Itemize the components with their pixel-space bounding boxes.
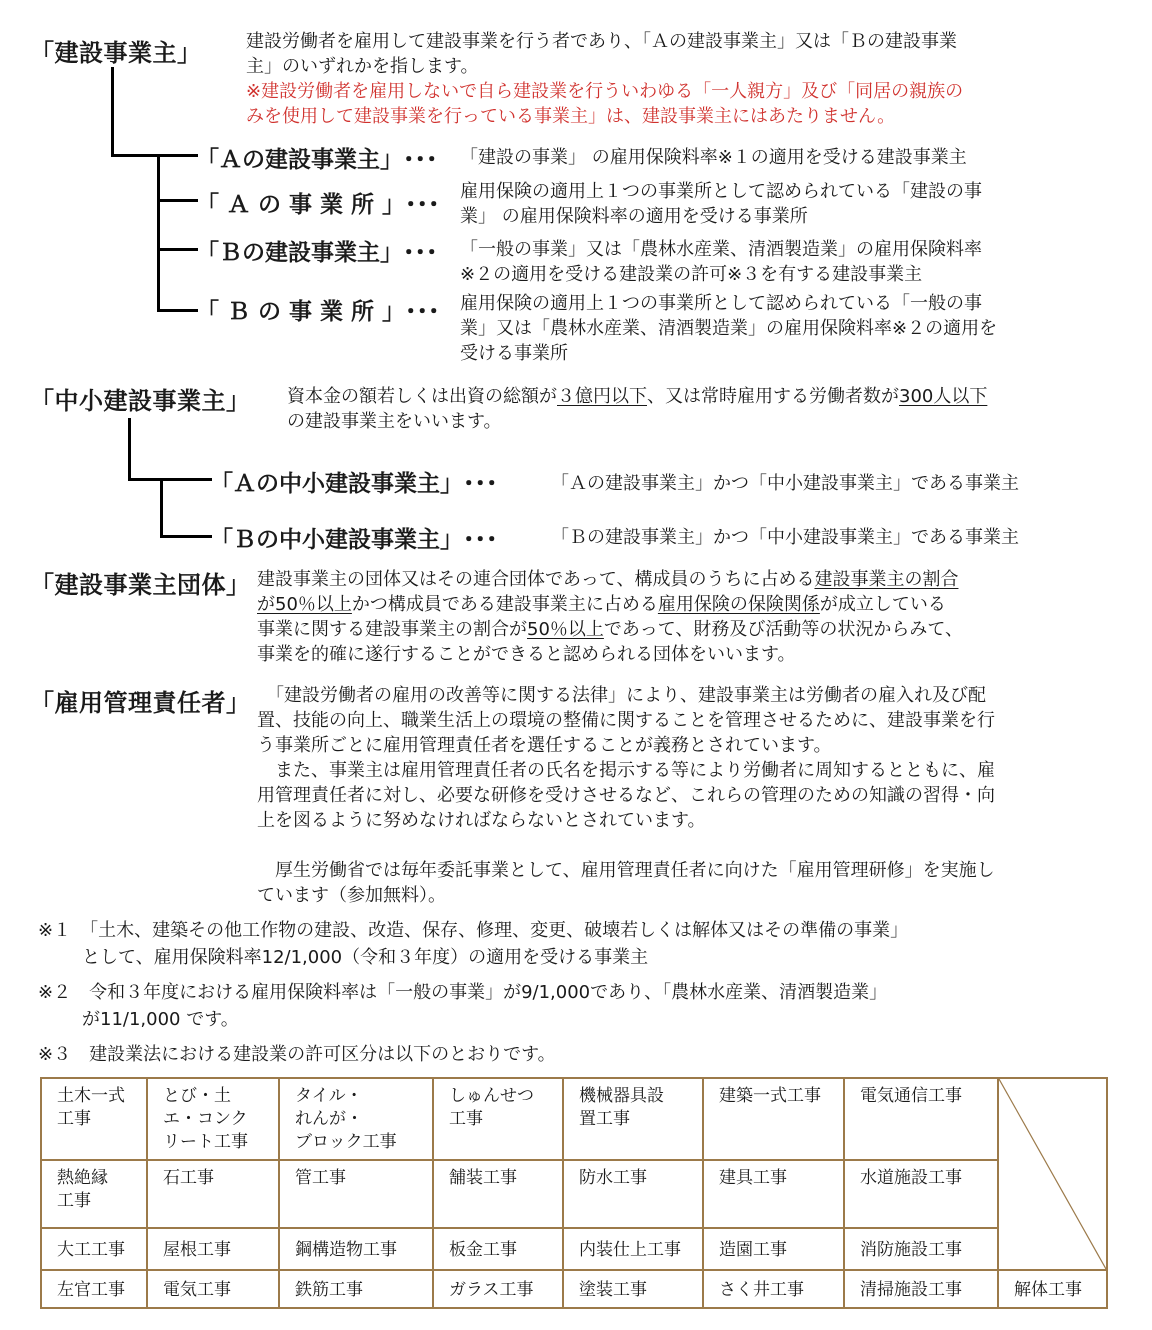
- cell-text-line: 熱絶縁: [57, 1168, 108, 1188]
- desc-text: 、又は常時雇用する労働者数が: [647, 386, 899, 407]
- desc-line: 事業を的確に遂行することができると認められる団体をいいます。: [257, 644, 796, 665]
- warning-note: ※建設労働者を雇用しないで自ら建設業を行ういわゆる「一人親方」及び「同居の親族の: [246, 81, 964, 102]
- cell-text-line: 消防施設工事: [860, 1239, 962, 1260]
- tree-line: [157, 154, 160, 311]
- table-cell: [147, 1078, 279, 1160]
- desc-text: かつ構成員である建設事業主に占める: [351, 594, 658, 615]
- cell-text-line: 機械器具設: [579, 1086, 664, 1106]
- desc-line: ※２の適用を受ける建設業の許可※３を有する建設事業主: [460, 264, 923, 285]
- table-row: [41, 1160, 1107, 1228]
- cell-text-line: さく井工事: [719, 1279, 804, 1300]
- desc-chusho-kensetsu-jigyonushi: [287, 384, 1127, 434]
- desc-line: 厚生労働省では毎年委託事業として、雇用管理責任者に向けた「雇用管理研修」を実施し: [257, 860, 995, 881]
- footnote-line: ※１ 「土木、建築その他工作物の建設、改造、保存、修理、変更、破壊若しくは解体又はその準備の事業」: [38, 920, 909, 941]
- table-cell: [279, 1078, 433, 1160]
- table-cell: [844, 1228, 998, 1270]
- desc-line: [257, 592, 1127, 617]
- cell-text-line: 左官工事: [57, 1279, 125, 1300]
- desc-line: う事業所ごとに雇用管理責任者を選任することが義務とされています。: [257, 735, 832, 756]
- table-cell: [433, 1078, 563, 1160]
- footnote-1: [38, 917, 908, 971]
- term-a-chusho: 「Ａの中小建設事業主」･･･: [210, 471, 498, 497]
- cell-text-line: エ・コンク: [163, 1109, 248, 1129]
- underlined-term: 300人以下: [899, 386, 988, 407]
- desc-text: 資本金の額若しくは出資の総額が: [287, 386, 557, 407]
- table-cell: [703, 1078, 844, 1160]
- table-row: [41, 1270, 1107, 1308]
- desc-line: 雇用保険の適用上１つの事業所として認められている「一般の事: [460, 293, 982, 314]
- desc-text: 事業に関する建設事業主の割合が: [257, 619, 527, 640]
- table-cell: [563, 1228, 703, 1270]
- desc-b-chusho: 「Ｂの建設事業主」かつ「中小建設事業主」である事業主: [551, 527, 1019, 548]
- term-kensetsu-jigyonushi: 「建設事業主」: [30, 39, 202, 67]
- tree-line: [157, 248, 198, 251]
- cell-text-line: しゅんせつ: [449, 1086, 534, 1106]
- table-cell: [279, 1160, 433, 1228]
- cell-text-line: 工事: [449, 1109, 483, 1129]
- desc-text: が成立している: [819, 594, 946, 615]
- desc-line: 業」 の雇用保険料率の適用を受ける事業所: [460, 206, 808, 227]
- footnote-3: ※３ 建設業法における建設業の許可区分は以下のとおりです。: [38, 1044, 556, 1065]
- desc-text: であって、財務及び活動等の状況からみて、: [603, 619, 964, 640]
- cell-text-line: 屋根工事: [163, 1239, 231, 1260]
- table-cell: [844, 1160, 998, 1228]
- desc-line: 「一般の事業」又は「農林水産業、清酒製造業」の雇用保険料率: [460, 239, 982, 260]
- footnote-line: として、雇用保険料率12/1,000（令和３年度）の適用を受ける事業主: [64, 947, 649, 968]
- table-cell: [563, 1160, 703, 1228]
- table-cell: [433, 1160, 563, 1228]
- desc-a-kensetsu-jigyonushi: [460, 145, 1120, 170]
- underlined-term: ３億円以下: [557, 386, 647, 407]
- cell-text-line: ブロック工事: [295, 1132, 397, 1152]
- diagonal-line: [999, 1079, 1106, 1269]
- warning-note: みを使用して建設事業を行っている事業主」は、建設事業主にはあたりません。: [246, 106, 896, 127]
- desc-kensetsu-jigyonushi: [246, 29, 1126, 129]
- desc-line: 主」のいずれかを指します。: [246, 56, 479, 77]
- footnote-line: ※２ 令和３年度における雇用保険料率は「一般の事業」が9/1,000であり、「農林水産業、清酒製造業」: [38, 982, 888, 1003]
- underlined-term: が50％以上: [257, 594, 352, 615]
- cell-text-line: 清掃施設工事: [860, 1279, 962, 1300]
- tree-line: [128, 478, 212, 481]
- desc-b-jigyosho: [460, 291, 1120, 366]
- tree-line: [157, 199, 198, 202]
- cell-text-line: 工事: [57, 1191, 91, 1211]
- cell-text-line: 管工事: [295, 1168, 346, 1188]
- cell-text-line: 建具工事: [719, 1168, 787, 1188]
- desc-line: [287, 384, 1127, 409]
- desc-b-kensetsu-jigyonushi: [460, 237, 1120, 287]
- table-cell: [279, 1228, 433, 1270]
- cell-text-line: 石工事: [163, 1168, 214, 1188]
- tree-line: [111, 67, 114, 156]
- cell-text-line: 土木一式: [57, 1086, 125, 1106]
- footnote-line: が11/1,000 です。: [64, 1009, 239, 1030]
- cell-text-line: 舗装工事: [449, 1168, 517, 1188]
- desc-line: 「建設の事業」 の雇用保険料率※１の適用を受ける建設事業主: [460, 147, 967, 168]
- table-cell: [41, 1078, 147, 1160]
- permit-category-table: [40, 1077, 1108, 1309]
- desc-line: [257, 567, 1127, 592]
- desc-line: また、事業主は雇用管理責任者の氏名を掲示する等により労働者に周知するとともに、雇: [257, 760, 995, 781]
- desc-line: [257, 833, 1127, 858]
- desc-line: [257, 617, 1127, 642]
- cell-text-line: 造園工事: [719, 1239, 787, 1260]
- tree-line: [128, 418, 131, 480]
- desc-line: 「建設労働者の雇用の改善等に関する法律」により、建設事業主は労働者の雇入れ及び配: [257, 685, 986, 706]
- underlined-term: 建設事業主の割合: [814, 569, 959, 590]
- table-cell: [41, 1228, 147, 1270]
- table-cell: [147, 1160, 279, 1228]
- table-cell: [844, 1270, 998, 1308]
- table-cell: [147, 1228, 279, 1270]
- table-row: [41, 1228, 1107, 1270]
- cell-text-line: ガラス工事: [449, 1279, 534, 1300]
- desc-a-jigyosho: [460, 179, 1120, 229]
- tree-line: [160, 478, 163, 538]
- cell-text-line: 解体工事: [1014, 1279, 1082, 1300]
- desc-line: 建設労働者を雇用して建設事業を行う者であり、「Ａの建設事業主」又は「Ｂの建設事業: [246, 31, 957, 52]
- cell-text-line: とび・土: [163, 1086, 231, 1106]
- table-cell: [279, 1270, 433, 1308]
- desc-line: の建設事業主をいいます。: [287, 411, 502, 432]
- cell-text-line: 内装仕上工事: [579, 1239, 681, 1260]
- table-cell: [998, 1270, 1107, 1308]
- empty-diagonal-cell: [998, 1078, 1107, 1270]
- cell-text-line: 板金工事: [449, 1239, 517, 1260]
- table-cell: [433, 1228, 563, 1270]
- cell-text-line: 塗装工事: [579, 1279, 647, 1300]
- desc-text: 建設事業主の団体又はその連合団体であって、構成員のうちに占める: [257, 569, 815, 590]
- table-cell: [703, 1228, 844, 1270]
- cell-text-line: 水道施設工事: [860, 1168, 962, 1188]
- cell-text-line: 電気通信工事: [860, 1086, 962, 1106]
- table-cell: [41, 1160, 147, 1228]
- cell-text-line: リート工事: [163, 1132, 248, 1152]
- desc-kensetsu-jigyonushi-dantai: [257, 567, 1127, 667]
- term-b-kensetsu-jigyonushi: 「Ｂの建設事業主」･･･: [196, 240, 438, 266]
- term-b-jigyosho: 「 Ｂ の 事 業 所 」･･･: [196, 299, 440, 325]
- cell-text-line: 電気工事: [163, 1279, 231, 1300]
- underlined-term: 雇用保険の保険関係: [657, 594, 820, 615]
- term-chusho-kensetsu-jigyonushi: 「中小建設事業主」: [30, 387, 251, 415]
- table-cell: [433, 1270, 563, 1308]
- cell-text-line: 建築一式工事: [719, 1086, 821, 1106]
- desc-line: 業」又は「農林水産業、清酒製造業」の雇用保険料率※２の適用を: [460, 318, 998, 339]
- term-koyo-kanri-sekininsha: 「雇用管理責任者」: [30, 689, 251, 717]
- term-a-jigyosho: 「 Ａ の 事 業 所 」･･･: [196, 192, 440, 218]
- desc-a-chusho: 「Ａの建設事業主」かつ「中小建設事業主」である事業主: [551, 473, 1019, 494]
- footnote-2: [38, 979, 887, 1033]
- desc-koyo-kanri-sekininsha: [257, 683, 1127, 908]
- table-cell: [563, 1270, 703, 1308]
- desc-line: 上を図るように努めなければならないとされています。: [257, 810, 706, 831]
- desc-line: 雇用保険の適用上１つの事業所として認められている「建設の事: [460, 181, 982, 202]
- tree-line: [157, 309, 198, 312]
- underlined-term: 50％以上: [527, 619, 604, 640]
- cell-text-line: 工事: [57, 1109, 91, 1129]
- cell-text-line: 置工事: [579, 1109, 630, 1129]
- term-a-kensetsu-jigyonushi: 「Ａの建設事業主」･･･: [196, 147, 438, 173]
- term-kensetsu-jigyonushi-dantai: 「建設事業主団体」: [30, 571, 251, 599]
- table-cell: [703, 1270, 844, 1308]
- desc-line: ています（参加無料）。: [257, 885, 446, 906]
- table-row: [41, 1078, 1107, 1160]
- cell-text-line: 防水工事: [579, 1168, 647, 1188]
- cell-text-line: 大工工事: [57, 1239, 125, 1260]
- desc-line: 用管理責任者に対し、必要な研修を受けさせるなど、これらの管理のための知識の習得・向: [257, 785, 995, 806]
- table-cell: [563, 1078, 703, 1160]
- tree-line: [111, 154, 198, 157]
- cell-text-line: れんが・: [295, 1109, 363, 1129]
- tree-line: [160, 535, 212, 538]
- table-cell: [703, 1160, 844, 1228]
- desc-line: 受ける事業所: [460, 343, 568, 364]
- cell-text-line: タイル・: [295, 1086, 363, 1106]
- table-cell: [147, 1270, 279, 1308]
- table-cell: [41, 1270, 147, 1308]
- desc-line: 置、技能の向上、職業生活上の環境の整備に関することを管理させるために、建設事業を行: [257, 710, 995, 731]
- term-b-chusho: 「Ｂの中小建設事業主」･･･: [210, 527, 498, 553]
- table-cell: [844, 1078, 998, 1160]
- cell-text-line: 鋼構造物工事: [295, 1239, 397, 1260]
- cell-text-line: 鉄筋工事: [295, 1279, 363, 1300]
